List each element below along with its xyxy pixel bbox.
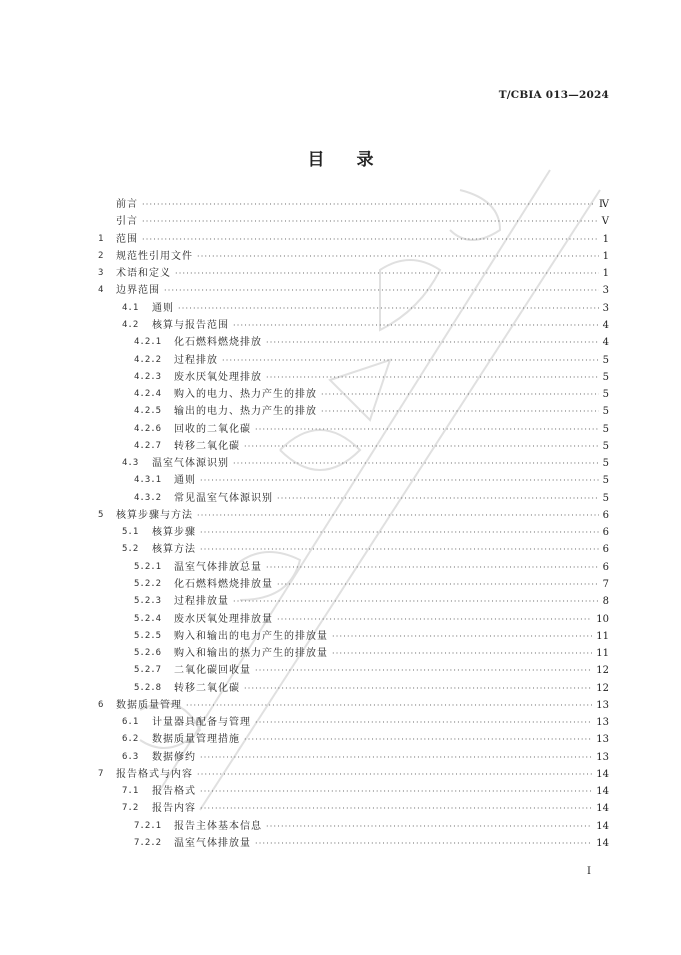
toc-entry-page: 14 xyxy=(596,837,609,849)
toc-entry-label: 前言 xyxy=(116,199,138,211)
toc-entry-label: 化石燃料燃烧排放量 xyxy=(174,578,273,590)
toc-entry-label: 转移二氧化碳 xyxy=(174,682,240,694)
toc-entry-label: 化石燃料燃烧排放 xyxy=(174,337,262,349)
toc-entry-label: 通则 xyxy=(174,475,196,487)
toc-entry-label: 输出的电力、热力产生的排放 xyxy=(174,406,317,418)
toc-entry[interactable] xyxy=(98,662,609,679)
toc-entry-number: 1 xyxy=(98,233,104,244)
toc-dot-leader xyxy=(233,455,599,472)
toc-entry[interactable] xyxy=(98,403,609,420)
toc-entry-page: 13 xyxy=(596,699,609,711)
toc-entry-number: 4.3.1 xyxy=(134,475,162,486)
table-of-contents xyxy=(98,196,609,852)
toc-entry-number: 5.2.8 xyxy=(134,682,162,693)
toc-entry-number: 4.2 xyxy=(122,319,139,330)
toc-entry-number: 4.2.2 xyxy=(134,354,162,365)
toc-entry[interactable] xyxy=(98,334,609,351)
toc-dot-leader xyxy=(321,403,599,420)
toc-entry[interactable] xyxy=(98,231,609,248)
toc-entry[interactable] xyxy=(98,438,609,455)
toc-dot-leader xyxy=(186,697,592,714)
toc-entry-page: 4 xyxy=(602,319,609,331)
toc-entry[interactable] xyxy=(98,317,609,334)
toc-dot-leader xyxy=(233,593,599,610)
toc-entry-number: 5.2.4 xyxy=(134,613,162,624)
toc-entry-label: 废水厌氧处理排放量 xyxy=(174,613,273,625)
toc-entry-number: 4 xyxy=(98,285,104,296)
toc-entry-page: 5 xyxy=(602,440,609,452)
toc-entry-label: 温室气体排放总量 xyxy=(174,561,262,573)
toc-entry-number: 4.2.4 xyxy=(134,389,162,400)
toc-entry-page: 12 xyxy=(596,665,609,677)
toc-entry-label: 温室气体源识别 xyxy=(152,458,229,470)
toc-entry-label: 购入和输出的电力产生的排放量 xyxy=(174,630,328,642)
toc-dot-leader xyxy=(255,421,599,438)
toc-dot-leader xyxy=(164,282,599,299)
toc-entry[interactable] xyxy=(98,559,609,576)
toc-entry-page: 4 xyxy=(602,337,609,349)
toc-dot-leader xyxy=(200,541,599,558)
toc-entry-page: 5 xyxy=(602,475,609,487)
toc-dot-leader xyxy=(244,438,599,455)
toc-entry[interactable] xyxy=(98,645,609,662)
toc-entry-label: 报告内容 xyxy=(152,803,196,815)
toc-entry-page: 14 xyxy=(596,768,609,780)
toc-entry-label: 核算步骤与方法 xyxy=(116,509,193,521)
toc-entry[interactable] xyxy=(98,576,609,593)
toc-entry-page: 11 xyxy=(596,630,609,642)
toc-entry-label: 温室气体排放量 xyxy=(174,837,251,849)
toc-entry-page: 5 xyxy=(602,458,609,470)
toc-entry-label: 回收的二氧化碳 xyxy=(174,423,251,435)
toc-entry-page: 6 xyxy=(602,544,609,556)
toc-entry[interactable] xyxy=(98,679,609,696)
toc-dot-leader xyxy=(255,714,592,731)
toc-dot-leader xyxy=(200,800,592,817)
toc-entry[interactable] xyxy=(98,455,609,472)
toc-dot-leader xyxy=(200,749,592,766)
toc-entry[interactable] xyxy=(98,196,609,213)
toc-dot-leader xyxy=(200,472,599,489)
toc-entry-label: 核算步骤 xyxy=(152,527,196,539)
toc-entry[interactable] xyxy=(98,628,609,645)
toc-entry[interactable] xyxy=(98,386,609,403)
toc-entry-number: 4.2.3 xyxy=(134,371,162,382)
toc-entry-page: 14 xyxy=(596,786,609,798)
toc-entry[interactable] xyxy=(98,351,609,368)
toc-entry[interactable] xyxy=(98,800,609,817)
toc-entry-number: 6.2 xyxy=(122,734,139,745)
toc-entry-page: 7 xyxy=(602,578,609,590)
toc-entry-label: 购入和输出的热力产生的排放量 xyxy=(174,648,328,660)
toc-entry-number: 5.2.6 xyxy=(134,648,162,659)
page-title: 目录 xyxy=(307,150,406,170)
toc-entry[interactable] xyxy=(98,541,609,558)
toc-entry-page: 5 xyxy=(602,423,609,435)
toc-dot-leader xyxy=(266,818,592,835)
toc-entry-number: 4.2.1 xyxy=(134,337,162,348)
toc-entry-number: 5.2.7 xyxy=(134,665,162,676)
toc-entry[interactable] xyxy=(98,248,609,265)
toc-entry-number: 5.1 xyxy=(122,527,139,538)
toc-entry[interactable] xyxy=(98,524,609,541)
toc-entry-page: 5 xyxy=(602,492,609,504)
toc-dot-leader xyxy=(142,231,599,248)
toc-entry-label: 转移二氧化碳 xyxy=(174,440,240,452)
toc-entry-label: 购入的电力、热力产生的排放 xyxy=(174,389,317,401)
toc-entry-number: 6.1 xyxy=(122,717,139,728)
toc-entry-label: 报告格式 xyxy=(152,786,196,798)
toc-dot-leader xyxy=(142,213,598,230)
toc-entry[interactable] xyxy=(98,749,609,766)
toc-dot-leader xyxy=(200,783,592,800)
toc-entry-page: 8 xyxy=(602,596,609,608)
toc-entry-label: 过程排放量 xyxy=(174,596,229,608)
toc-entry-number: 5 xyxy=(98,509,104,520)
toc-entry-number: 7.2.1 xyxy=(134,820,162,831)
toc-entry-number: 7.1 xyxy=(122,786,139,797)
toc-entry-number: 6.3 xyxy=(122,751,139,762)
toc-dot-leader xyxy=(175,265,599,282)
toc-entry-label: 废水厌氧处理排放 xyxy=(174,371,262,383)
toc-dot-leader xyxy=(332,645,592,662)
toc-entry-number: 2 xyxy=(98,250,104,261)
toc-entry-label: 核算与报告范围 xyxy=(152,319,229,331)
toc-entry-page: 5 xyxy=(602,406,609,418)
toc-entry-label: 报告主体基本信息 xyxy=(174,820,262,832)
toc-entry[interactable] xyxy=(98,300,609,317)
toc-dot-leader xyxy=(200,524,599,541)
toc-dot-leader xyxy=(266,369,599,386)
toc-entry-label: 数据质量管理 xyxy=(116,699,182,711)
toc-entry-label: 二氧化碳回收量 xyxy=(174,665,251,677)
toc-dot-leader xyxy=(266,334,599,351)
toc-dot-leader xyxy=(244,731,592,748)
toc-entry-number: 4.3.2 xyxy=(134,492,162,503)
toc-entry[interactable] xyxy=(98,610,609,627)
toc-dot-leader xyxy=(178,300,599,317)
toc-dot-leader xyxy=(197,766,592,783)
toc-entry-label: 术语和定义 xyxy=(116,268,171,280)
toc-entry-number: 7 xyxy=(98,768,104,779)
toc-entry-number: 5.2.2 xyxy=(134,578,162,589)
toc-entry-page: 6 xyxy=(602,509,609,521)
toc-entry-number: 6 xyxy=(98,699,104,710)
toc-entry-page: Ⅳ xyxy=(599,199,609,211)
toc-entry-number: 5.2.1 xyxy=(134,561,162,572)
toc-entry-page: 12 xyxy=(596,682,609,694)
toc-entry-label: 计量器具配备与管理 xyxy=(152,717,251,729)
toc-entry-page: Ⅴ xyxy=(601,216,609,228)
toc-entry-page: 1 xyxy=(602,268,609,280)
toc-entry-page: 14 xyxy=(596,820,609,832)
toc-entry-page: 3 xyxy=(602,285,609,297)
toc-entry[interactable] xyxy=(98,490,609,507)
toc-entry[interactable] xyxy=(98,213,609,230)
toc-entry-number: 5.2 xyxy=(122,544,139,555)
toc-entry[interactable] xyxy=(98,697,609,714)
toc-entry-number: 4.3 xyxy=(122,458,139,469)
toc-dot-leader xyxy=(197,507,599,524)
toc-dot-leader xyxy=(255,662,592,679)
toc-dot-leader xyxy=(277,611,592,628)
toc-entry[interactable] xyxy=(98,265,609,282)
toc-entry-page: 14 xyxy=(596,803,609,815)
toc-dot-leader xyxy=(222,352,599,369)
toc-entry-number: 4.1 xyxy=(122,302,139,313)
toc-dot-leader xyxy=(321,386,599,403)
toc-entry-number: 5.2.3 xyxy=(134,596,162,607)
toc-dot-leader xyxy=(244,680,592,697)
toc-entry-label: 规范性引用文件 xyxy=(116,250,193,262)
toc-entry[interactable] xyxy=(98,783,609,800)
toc-entry[interactable] xyxy=(98,420,609,437)
toc-entry-label: 数据质量管理措施 xyxy=(152,734,240,746)
toc-entry[interactable] xyxy=(98,731,609,748)
toc-entry-number: 5.2.5 xyxy=(134,630,162,641)
toc-entry-number: 7.2.2 xyxy=(134,837,162,848)
toc-entry-number: 4.2.7 xyxy=(134,440,162,451)
toc-entry-label: 常见温室气体源识别 xyxy=(174,492,273,504)
toc-entry-label: 数据修约 xyxy=(152,751,196,763)
toc-dot-leader xyxy=(266,559,599,576)
toc-entry-page: 13 xyxy=(596,734,609,746)
toc-entry-page: 1 xyxy=(602,250,609,262)
toc-entry[interactable] xyxy=(98,714,609,731)
toc-entry[interactable] xyxy=(98,818,609,835)
toc-entry-page: 6 xyxy=(602,561,609,573)
toc-entry-label: 核算方法 xyxy=(152,544,196,556)
toc-entry-page: 3 xyxy=(602,302,609,314)
toc-dot-leader xyxy=(277,576,599,593)
toc-dot-leader xyxy=(197,248,599,265)
toc-entry-page: 6 xyxy=(602,527,609,539)
toc-entry-page: 5 xyxy=(602,389,609,401)
toc-entry[interactable] xyxy=(98,593,609,610)
toc-entry-number: 4.2.5 xyxy=(134,406,162,417)
toc-entry-page: 13 xyxy=(596,751,609,763)
toc-entry-number: 3 xyxy=(98,268,104,279)
toc-entry[interactable] xyxy=(98,472,609,489)
toc-entry-label: 通则 xyxy=(152,302,174,314)
toc-entry-page: 1 xyxy=(602,233,609,245)
toc-entry-page: 5 xyxy=(602,354,609,366)
toc-dot-leader xyxy=(142,196,595,213)
toc-entry-page: 11 xyxy=(596,648,609,660)
toc-entry-label: 报告格式与内容 xyxy=(116,768,193,780)
toc-dot-leader xyxy=(233,317,599,334)
toc-entry-number: 7.2 xyxy=(122,803,139,814)
toc-entry[interactable] xyxy=(98,835,609,852)
document-code: T/CBIA 013—2024 xyxy=(498,89,609,101)
page-number: I xyxy=(587,866,591,877)
toc-entry[interactable] xyxy=(98,766,609,783)
toc-entry-label: 边界范围 xyxy=(116,285,160,297)
toc-entry-label: 过程排放 xyxy=(174,354,218,366)
toc-dot-leader xyxy=(332,628,592,645)
toc-entry-page: 10 xyxy=(596,613,609,625)
toc-entry-page: 5 xyxy=(602,371,609,383)
toc-entry-page: 13 xyxy=(596,717,609,729)
toc-entry[interactable] xyxy=(98,369,609,386)
toc-dot-leader xyxy=(277,490,599,507)
toc-entry[interactable] xyxy=(98,282,609,299)
toc-entry-label: 引言 xyxy=(116,216,138,228)
toc-dot-leader xyxy=(255,835,592,852)
toc-entry-label: 范围 xyxy=(116,233,138,245)
toc-entry[interactable] xyxy=(98,507,609,524)
toc-entry-number: 4.2.6 xyxy=(134,423,162,434)
